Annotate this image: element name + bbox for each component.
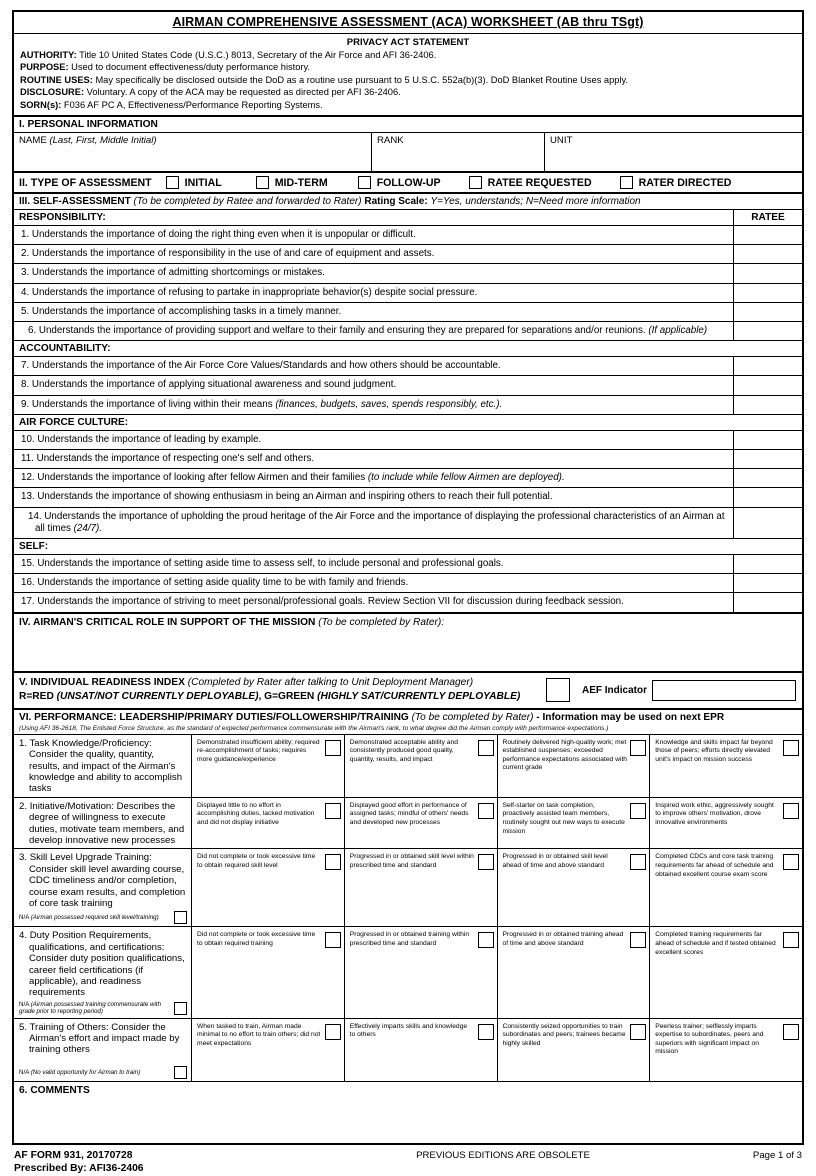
green-description: (HIGHLY SAT/CURRENTLY DEPLOYABLE) (317, 690, 521, 702)
self-assessment-row (14, 245, 802, 264)
ratee-input[interactable] (733, 284, 802, 302)
checkbox-performance[interactable] (478, 803, 494, 819)
footer-left (14, 1149, 314, 1176)
self-assessment-row (14, 488, 802, 507)
checkbox-performance[interactable] (325, 854, 341, 870)
item-text: Understands the importance of leading by example. (37, 433, 262, 445)
section-5-note: (Completed by Rater after talking to Unit Deployment Manager) (187, 676, 474, 688)
item-number: 3. (21, 267, 30, 279)
performance-row (14, 797, 802, 849)
na-option[interactable] (19, 911, 187, 924)
na-label: N/A (19, 1068, 31, 1076)
criterion-label: Skill Level Upgrade Training: Consider skill level awarding course, CDC timeliness and/or completion, course exam results, and completion of core task training (29, 852, 186, 909)
group-header-accountability: ACCOUNTABILITY: (14, 341, 802, 357)
performance-option[interactable] (650, 849, 802, 926)
assessment-option-follow-up[interactable] (358, 176, 441, 189)
criterion-number: 2. (19, 800, 28, 812)
performance-option[interactable] (345, 927, 498, 1017)
performance-option[interactable] (498, 798, 651, 849)
checkbox-performance[interactable] (783, 803, 799, 819)
option-text: Progressed in or obtained skill level ahead of time and above standard (502, 853, 608, 869)
performance-option[interactable] (345, 798, 498, 849)
option-text: Completed CDCs and core task training requirements far ahead of schedule and obtained excellent course exam score (655, 853, 774, 878)
comments-block (14, 1081, 802, 1143)
item-number: 1. (21, 229, 30, 241)
performance-option[interactable] (345, 1019, 498, 1081)
group-header-responsibility (14, 210, 802, 226)
comments-heading: 6. COMMENTS (19, 1084, 90, 1096)
form-id: AF FORM 931, 20170728 (14, 1149, 133, 1161)
privacy-act-heading: PRIVACY ACT STATEMENT (346, 37, 470, 48)
name-label: NAME (19, 135, 47, 147)
ratee-input[interactable] (733, 396, 802, 414)
option-text: Displayed little to no effort in accomplishing duties, lacked motivation and did not display initiative (197, 801, 315, 826)
option-text: Routinely delivered high-quality work; met established suspenses; exceeded performance expectations associated with current grade (502, 738, 628, 772)
red-description: (UNSAT/NOT CURRENTLY DEPLOYABLE) (56, 690, 259, 702)
item-text: Understands the importance of setting aside time to assess self, to include personal and professional goals. (37, 558, 504, 570)
item-text: Understands the importance of admitting shortcomings or mistakes. (31, 267, 325, 279)
group-header-air-force-culture: AIR FORCE CULTURE: (14, 415, 802, 431)
performance-option[interactable] (192, 735, 345, 797)
ratee-input[interactable] (733, 488, 802, 506)
assessment-option-label: RATEE REQUESTED (487, 176, 592, 189)
item-number: 4. (21, 286, 30, 298)
checkbox-initial[interactable] (166, 176, 179, 189)
option-text: Displayed good effort in performance of assigned tasks; mindful of others' needs and developed new processes (349, 801, 469, 826)
prescribed-by: Prescribed By: AFI36-2406 (14, 1163, 144, 1175)
rank-field[interactable] (372, 133, 545, 171)
checkbox-performance[interactable] (325, 1024, 341, 1040)
privacy-line: AUTHORITY: Title 10 United States Code (U.S.C.) 8013, Secretary of the Air Force and AFI 36-2406. (20, 50, 437, 60)
item-text: Understands the importance of providing support and welfare to their family and ensuring they are prepared for separations and/or reunions. (38, 325, 646, 337)
na-label: N/A (19, 914, 31, 922)
section-2-heading: II. TYPE OF ASSESSMENT (19, 176, 152, 189)
option-text: Progressed in or obtained training ahead of time and above standard (502, 931, 624, 947)
form-title: AIRMAN COMPREHENSIVE ASSESSMENT (ACA) WORKSHEET (AB thru TSgt) (14, 12, 802, 34)
ratee-input[interactable] (733, 555, 802, 573)
performance-option[interactable] (498, 735, 651, 797)
self-assessment-row (14, 593, 802, 613)
performance-row (14, 1018, 802, 1081)
rank-label: RANK (377, 135, 404, 147)
self-assessment-row (14, 396, 802, 415)
checkbox-performance[interactable] (630, 854, 646, 870)
section-4-heading (14, 614, 802, 631)
ratee-input[interactable] (733, 593, 802, 611)
section-4-title: IV. AIRMAN'S CRITICAL ROLE IN SUPPORT OF THE MISSION (19, 616, 316, 628)
comments-input[interactable] (14, 1099, 802, 1143)
performance-option[interactable] (650, 927, 802, 1017)
item-text: Understands the importance of striving to meet personal/professional goals. Review Section VII for discussion during feedback session. (37, 596, 624, 608)
na-option[interactable] (19, 1066, 187, 1079)
performance-option[interactable] (650, 1019, 802, 1081)
ratee-input[interactable] (733, 450, 802, 468)
checkbox-performance[interactable] (325, 740, 341, 756)
item-text: Understands the importance of accomplishing tasks in a timely manner. (31, 305, 342, 317)
criterion-label: Task Knowledge/Proficiency: Consider the quality, quantity, results, and impact of the Airman's knowledge and ability to accomplish tasks (29, 737, 183, 795)
self-assessment-row (14, 303, 802, 322)
checkbox-performance[interactable] (783, 740, 799, 756)
item-text-italic: (24/7). (73, 522, 102, 534)
self-assessment-row (14, 450, 802, 469)
ratee-input[interactable] (733, 303, 802, 321)
option-text: Demonstrated insufficient ability; required re-accomplishment of tasks; requires more guidance/experience (197, 738, 320, 763)
self-assessment-row (14, 322, 802, 341)
option-text: Did not complete or took excessive time to obtain required training (197, 931, 316, 947)
ratee-input[interactable] (733, 431, 802, 449)
item-number: 8. (21, 379, 30, 391)
name-hint: (Last, First, Middle Initial) (49, 135, 157, 147)
privacy-line: ROUTINE USES: May specifically be disclosed outside the DoD as a routine use pursuant to 5 U.S.C. 552a(b)(3). DoD Blanket Routine Uses apply. (20, 74, 629, 85)
performance-row (14, 735, 802, 797)
assessment-option-label: RATER DIRECTED (638, 176, 732, 189)
criterion-number: 3. (19, 852, 28, 864)
unit-field[interactable] (545, 133, 802, 171)
assessment-option-rater-directed[interactable] (620, 176, 732, 189)
criterion-label: Initiative/Motivation: Describes the degree of willingness to execute duties, motivate team members, and develop innovative new processes (29, 800, 185, 846)
item-text: Understands the importance of showing enthusiasm in being an Airman and inspiring others to reach their full potential. (37, 491, 553, 503)
item-text: Understands the importance of upholding the proud heritage of the Air Force and the importance of displaying the professional characteristics of an Airman at all times (35, 510, 725, 534)
item-text: Understands the importance of respecting one's self and others. (36, 453, 315, 465)
unit-label: UNIT (550, 135, 573, 147)
red-label: R=RED (19, 690, 57, 702)
item-number: 11. (21, 453, 34, 465)
item-number: 17. (21, 596, 35, 608)
performance-criterion (14, 735, 192, 797)
performance-option[interactable] (345, 849, 498, 926)
option-text: Consistently seized opportunities to train subordinates and peers; trainees became highly skilled (502, 1022, 626, 1047)
section-4-note: (To be completed by Rater): (318, 616, 445, 628)
item-text: Understands the importance of living within their means (31, 398, 276, 410)
checkbox-follow-up[interactable] (358, 176, 371, 189)
checkbox-performance[interactable] (783, 1024, 799, 1040)
checkbox-performance[interactable] (478, 932, 494, 948)
item-number: 13. (21, 491, 35, 503)
performance-option[interactable] (650, 798, 802, 849)
ratee-input[interactable] (733, 264, 802, 282)
performance-row (14, 848, 802, 926)
checkbox-performance[interactable] (478, 854, 494, 870)
privacy-line: PURPOSE: Used to document effectiveness/duty performance history. (20, 62, 311, 73)
checkbox-performance[interactable] (783, 932, 799, 948)
name-field[interactable] (14, 133, 372, 171)
aef-indicator-input[interactable] (652, 680, 796, 701)
footer-center: PREVIOUS EDITIONS ARE OBSOLETE (416, 1149, 590, 1161)
assessment-option-initial[interactable] (166, 176, 222, 189)
form-frame (12, 10, 804, 1145)
privacy-act-block (14, 34, 802, 115)
performance-option[interactable] (192, 927, 345, 1017)
page-number: Page 1 of 3 (752, 1149, 802, 1161)
privacy-line: DISCLOSURE: Voluntary. A copy of the ACA may be requested as directed per AFI 36-2406. (20, 87, 401, 98)
section-1-heading: I. PERSONAL INFORMATION (14, 117, 802, 133)
ratee-input[interactable] (733, 322, 802, 340)
self-assessment-row (14, 574, 802, 593)
ratee-column-header: RATEE (733, 210, 802, 225)
option-text: Completed training requirements far ahead of schedule and if tested obtained excellent scores (655, 931, 776, 956)
option-text: Did not complete or took excessive time to obtain required skill level (197, 853, 316, 869)
green-label: , G=GREEN (258, 690, 318, 702)
performance-row (14, 926, 802, 1017)
section-4-input[interactable] (14, 631, 802, 673)
checkbox-performance[interactable] (478, 1024, 494, 1040)
assessment-option-label: MID-TERM (274, 176, 328, 189)
checkbox-performance[interactable] (630, 1024, 646, 1040)
section-6-heading (14, 710, 802, 724)
section-5-text (14, 673, 538, 708)
item-number: 10. (21, 433, 35, 445)
ratee-input[interactable] (733, 226, 802, 244)
performance-option[interactable] (498, 849, 651, 926)
checkbox-performance[interactable] (630, 803, 646, 819)
ratee-input[interactable] (733, 376, 802, 394)
checkbox-performance[interactable] (630, 932, 646, 948)
performance-criterion (14, 927, 192, 1017)
assessment-option-ratee-requested[interactable] (469, 176, 592, 189)
assessment-option-label: FOLLOW-UP (376, 176, 441, 189)
rating-scale-note: Y=Yes, understands; N=Need more information (430, 196, 641, 208)
option-text: When tasked to train, Airman made minimal to no effort to train others; did not meet expectations (197, 1022, 321, 1047)
performance-option[interactable] (192, 1019, 345, 1081)
item-number: 6. (28, 325, 37, 337)
item-text-italic: (finances, budgets, saves, spends responsibly, etc.). (275, 398, 503, 410)
personal-information-row (14, 133, 802, 173)
ratee-input[interactable] (733, 574, 802, 592)
self-assessment-row (14, 357, 802, 376)
na-description: (No valid opportunity for Airman to train) (30, 1068, 141, 1076)
section-3-heading (14, 194, 802, 210)
performance-option[interactable] (345, 735, 498, 797)
performance-option[interactable] (650, 735, 802, 797)
privacy-line: SORN(s): F036 AF PC A, Effectiveness/Performance Reporting Systems. (20, 99, 323, 110)
item-text: Understands the importance of refusing to partake in inappropriate behavior(s) despite social pressure. (31, 286, 478, 298)
section-2-type-of-assessment (14, 173, 802, 194)
item-number: 2. (21, 248, 30, 260)
item-number: 9. (21, 398, 30, 410)
item-text: Understands the importance of doing the right thing even when it is unpopular or difficult. (31, 229, 416, 241)
performance-option[interactable] (498, 1019, 651, 1081)
self-assessment-row (14, 555, 802, 574)
option-text: Effectively imparts skills and knowledge to others (349, 1022, 468, 1039)
item-number: 16. (21, 577, 35, 589)
rating-scale-label: Rating Scale: (364, 196, 428, 208)
section-6-subnote: (Using AFI 36-2618, The Enlisted Force Structure, as the standard of expected performance commensurate with the Airman's rank, to what degree did the Airman comply with performance expectations.) (14, 724, 802, 735)
item-number: 7. (21, 360, 30, 372)
option-text: Progressed in or obtained training within prescribed time and standard (349, 931, 470, 947)
item-text: Understands the importance of setting aside quality time to be with family and friends. (37, 577, 409, 589)
criterion-number: 1. (19, 737, 28, 749)
assessment-option-mid-term[interactable] (256, 176, 328, 189)
performance-criterion (14, 798, 192, 849)
section-3-note: (To be completed by Ratee and forwarded to Rater) (133, 196, 362, 208)
group-label: RESPONSIBILITY: (19, 212, 106, 224)
na-option[interactable] (19, 1001, 187, 1016)
performance-criterion (14, 1019, 192, 1081)
item-number: 5. (21, 305, 30, 317)
option-text: Peerless trainer; selflessly imparts expertise to subordinates, peers and superiors with significant impact on mission (655, 1022, 764, 1056)
ratee-input[interactable] (733, 245, 802, 263)
group-header-self: SELF: (14, 539, 802, 555)
criterion-label: Training of Others: Consider the Airman's effort and impact made by training others (29, 1021, 180, 1056)
item-text: Understands the importance of looking after fellow Airmen and their families (37, 472, 368, 484)
checkbox-rater-directed[interactable] (620, 176, 633, 189)
criterion-label: Duty Position Requirements, qualifications, and certifications: Consider duty position qualifications, career field certifications (if applicable), and readiness requirements (29, 930, 185, 999)
checkbox-performance[interactable] (325, 803, 341, 819)
aef-indicator-label: AEF Indicator (582, 684, 648, 696)
section-6-note: (To be completed by Rater) (411, 711, 534, 723)
self-assessment-row (14, 284, 802, 303)
self-assessment-row (14, 508, 802, 539)
checkbox-na[interactable] (174, 911, 187, 924)
ratee-input[interactable] (733, 508, 802, 538)
performance-option[interactable] (498, 927, 651, 1017)
criterion-number: 5. (19, 1021, 28, 1033)
option-text: Knowledge and skills impact far beyond those of peers; efforts directly elevated unit's impact on mission success (655, 738, 773, 763)
form-footer (12, 1145, 804, 1176)
ratee-input[interactable] (733, 469, 802, 487)
item-text: Understands the importance of the Air Force Core Values/Standards and how others should be accountable. (31, 360, 501, 372)
item-text: Understands the importance of responsibility in the use of and care of equipment and assets. (31, 248, 435, 260)
section-6-tail: - Information may be used on next EPR (533, 711, 725, 723)
performance-option[interactable] (192, 849, 345, 926)
readiness-index-input[interactable] (546, 678, 570, 702)
self-assessment-row (14, 226, 802, 245)
checkbox-na[interactable] (174, 1002, 187, 1015)
na-description: (Airman possessed training commensurate with grade prior to reporting period) (19, 1000, 162, 1016)
option-text: Self-starter on task completion, proactively assisted team members, routinely sought out new ways to execute mission (502, 801, 625, 835)
ratee-input[interactable] (733, 357, 802, 375)
checkbox-performance[interactable] (783, 854, 799, 870)
item-text-italic: (If applicable) (648, 325, 708, 337)
item-number: 15. (21, 558, 35, 570)
checkbox-na[interactable] (174, 1066, 187, 1079)
performance-option[interactable] (192, 798, 345, 849)
checkbox-performance[interactable] (325, 932, 341, 948)
performance-criterion (14, 849, 192, 926)
item-text-italic: (to include while fellow Airmen are deployed). (367, 472, 565, 484)
item-number: 14. (28, 510, 42, 522)
criterion-number: 4. (19, 930, 28, 942)
na-description: (Airman possessed required skill level/training) (30, 914, 159, 922)
section-3-title: III. SELF-ASSESSMENT (19, 196, 131, 208)
checkbox-ratee-requested[interactable] (469, 176, 482, 189)
option-text: Inspired work ethic, aggressively sought to improve others' motivation, drove innovative environments (655, 801, 774, 826)
privacy-act-body (14, 49, 802, 115)
item-text: Understands the importance of applying situational awareness and sound judgment. (31, 379, 397, 391)
section-5-readiness-index (14, 673, 802, 710)
option-text: Demonstrated acceptable ability and consistently produced good quality, quantity, results, and impact (349, 738, 458, 763)
assessment-option-label: INITIAL (184, 176, 222, 189)
self-assessment-row (14, 376, 802, 395)
option-text: Progressed in or obtained skill level within prescribed time and standard (349, 853, 474, 869)
self-assessment-row (14, 469, 802, 488)
section-5-controls (538, 673, 802, 708)
self-assessment-row (14, 431, 802, 450)
item-number: 12. (21, 472, 35, 484)
checkbox-performance[interactable] (630, 740, 646, 756)
section-6-title: VI. PERFORMANCE: LEADERSHIP/PRIMARY DUTIES/FOLLOWERSHIP/TRAINING (19, 711, 409, 723)
section-5-title: V. INDIVIDUAL READINESS INDEX (19, 676, 185, 688)
na-label: N/A (19, 1000, 31, 1008)
checkbox-mid-term[interactable] (256, 176, 269, 189)
self-assessment-row (14, 264, 802, 283)
checkbox-performance[interactable] (478, 740, 494, 756)
